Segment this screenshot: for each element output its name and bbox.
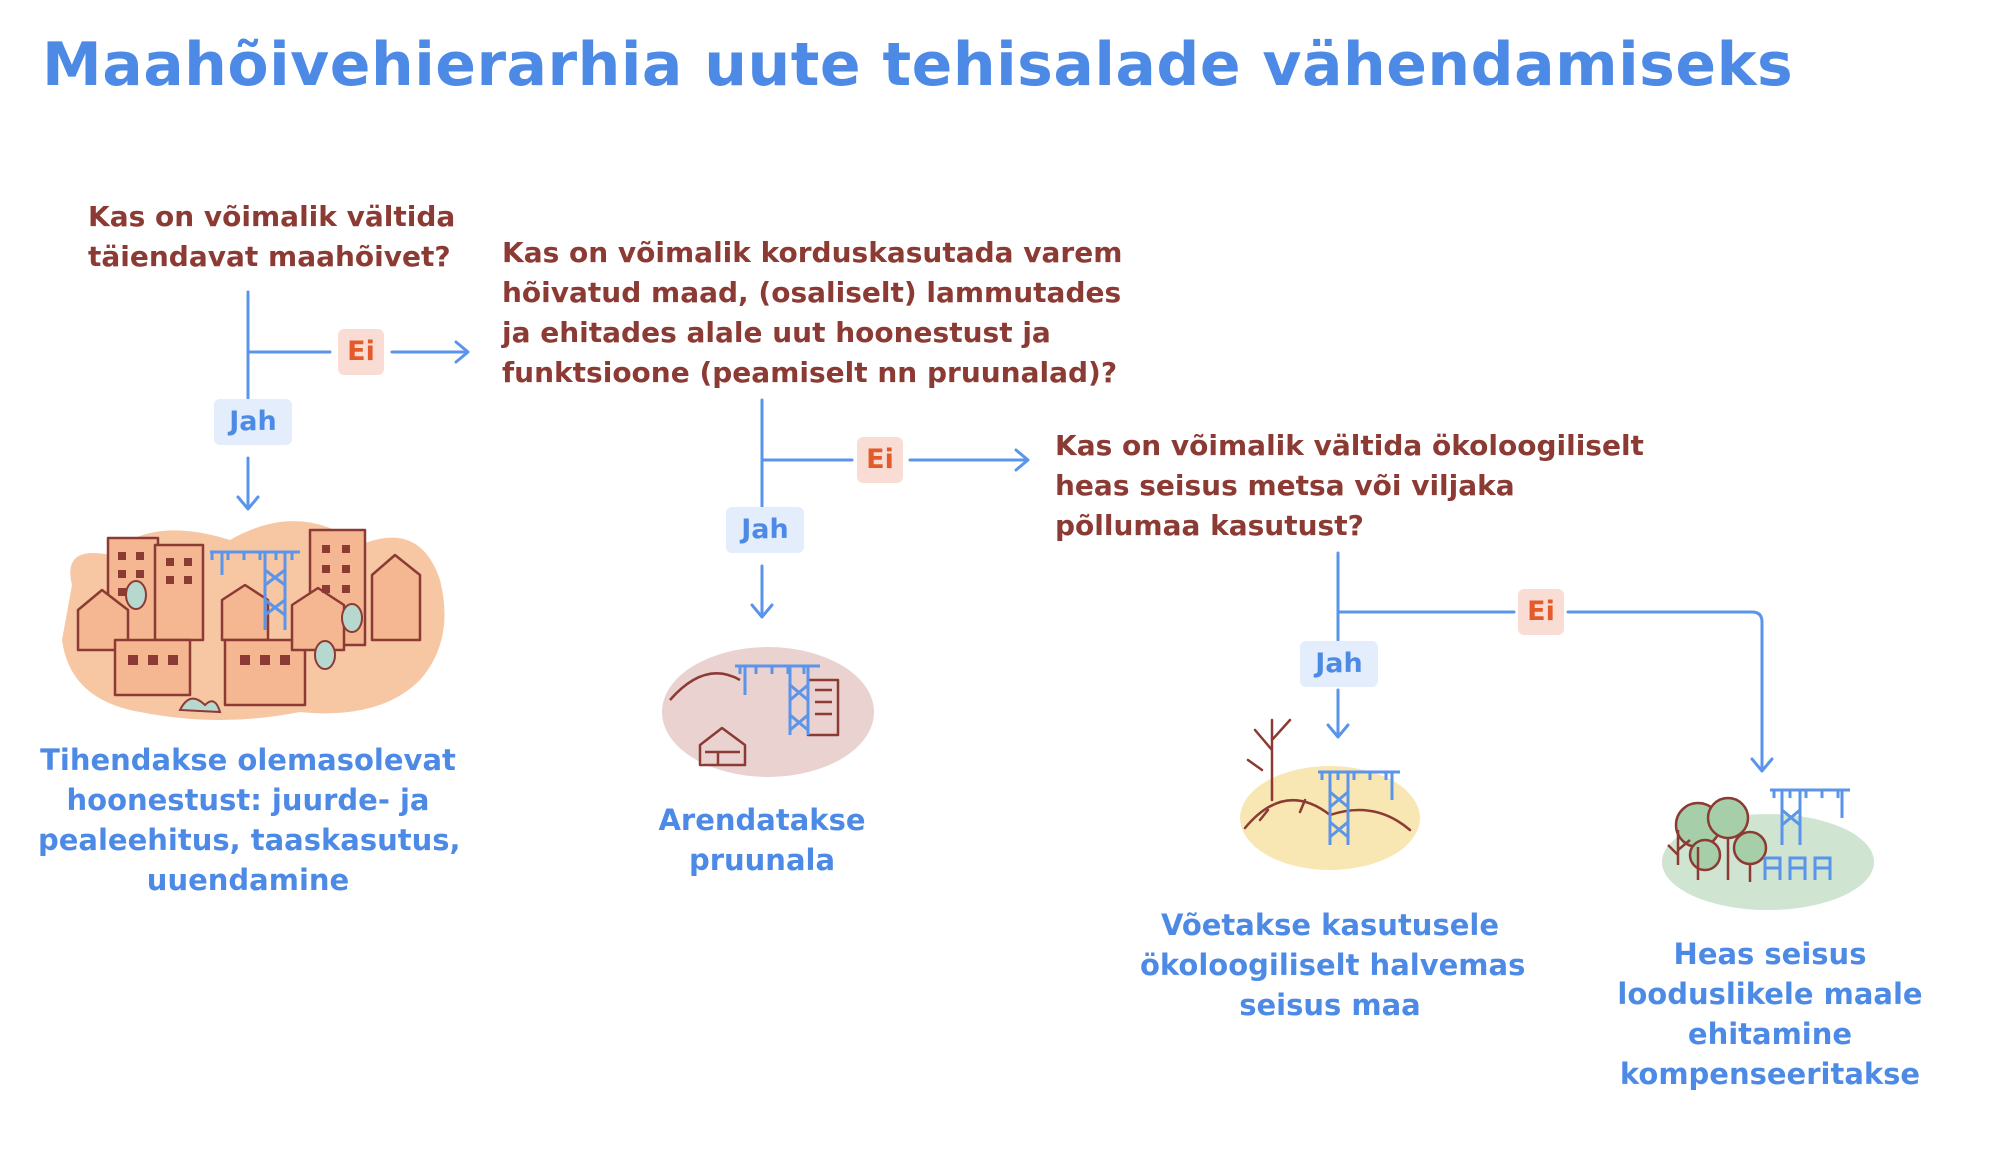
outcome-line: ehitamine bbox=[1687, 1017, 1853, 1051]
question-line: ja ehitades alale uut hoonestust ja bbox=[502, 316, 1051, 349]
outcome-line: ökoloogiliselt halvemas bbox=[1140, 948, 1526, 982]
outcome-line: kompenseeritakse bbox=[1619, 1057, 1921, 1091]
question-line: funktsioone (peamiselt nn pruunalad)? bbox=[502, 356, 1118, 389]
nature-compensation-icon bbox=[1662, 790, 1874, 910]
question-line: täiendavat maahõivet? bbox=[88, 240, 451, 273]
ei-label-q2: Ei bbox=[857, 437, 903, 483]
question-line: heas seisus metsa või viljaka bbox=[1055, 469, 1515, 502]
outcome-line: Heas seisus bbox=[1673, 937, 1867, 971]
outcome-densify-existing bbox=[38, 740, 461, 900]
question-line: põllumaa kasutust? bbox=[1055, 509, 1364, 542]
outcome-line: Tihendakse olemasolevat bbox=[40, 743, 456, 777]
page-title: Maahõivehierarhia uute tehisalade vähendamiseks bbox=[42, 30, 1794, 100]
outcome-use-degraded-land bbox=[1140, 905, 1526, 1025]
jah-label-q1: Jah bbox=[214, 399, 292, 445]
outcome-line: uuendamine bbox=[146, 863, 350, 897]
outcome-line: seisus maa bbox=[1239, 988, 1421, 1022]
outcome-line: Võetakse kasutusele bbox=[1160, 908, 1499, 942]
jah-label-q3: Jah bbox=[1300, 641, 1378, 687]
question-line: Kas on võimalik vältida ökoloogiliselt bbox=[1055, 429, 1644, 462]
ei-label-q1: Ei bbox=[338, 329, 384, 375]
outcome-line: pruunala bbox=[688, 843, 836, 877]
outcome-line: pealeehitus, taaskasutus, bbox=[38, 823, 461, 857]
brownfield-icon bbox=[662, 647, 874, 777]
outcome-compensate-nature bbox=[1600, 934, 1940, 1094]
outcome-line: looduslikele maale bbox=[1617, 977, 1923, 1011]
jah-label-q2: Jah bbox=[726, 507, 804, 553]
outcome-develop-brownfield bbox=[622, 800, 902, 880]
question-line: Kas on võimalik korduskasutada varem bbox=[502, 236, 1123, 269]
outcome-line: hoonestust: juurde- ja bbox=[66, 783, 430, 817]
degraded-land-icon bbox=[1240, 720, 1420, 870]
ei-label-q3: Ei bbox=[1518, 589, 1564, 635]
city-densification-icon bbox=[62, 521, 445, 720]
question-line: hõivatud maad, (osaliselt) lammutades bbox=[502, 276, 1122, 309]
question-line: Kas on võimalik vältida bbox=[88, 200, 456, 233]
outcome-line: Arendatakse bbox=[658, 803, 866, 837]
